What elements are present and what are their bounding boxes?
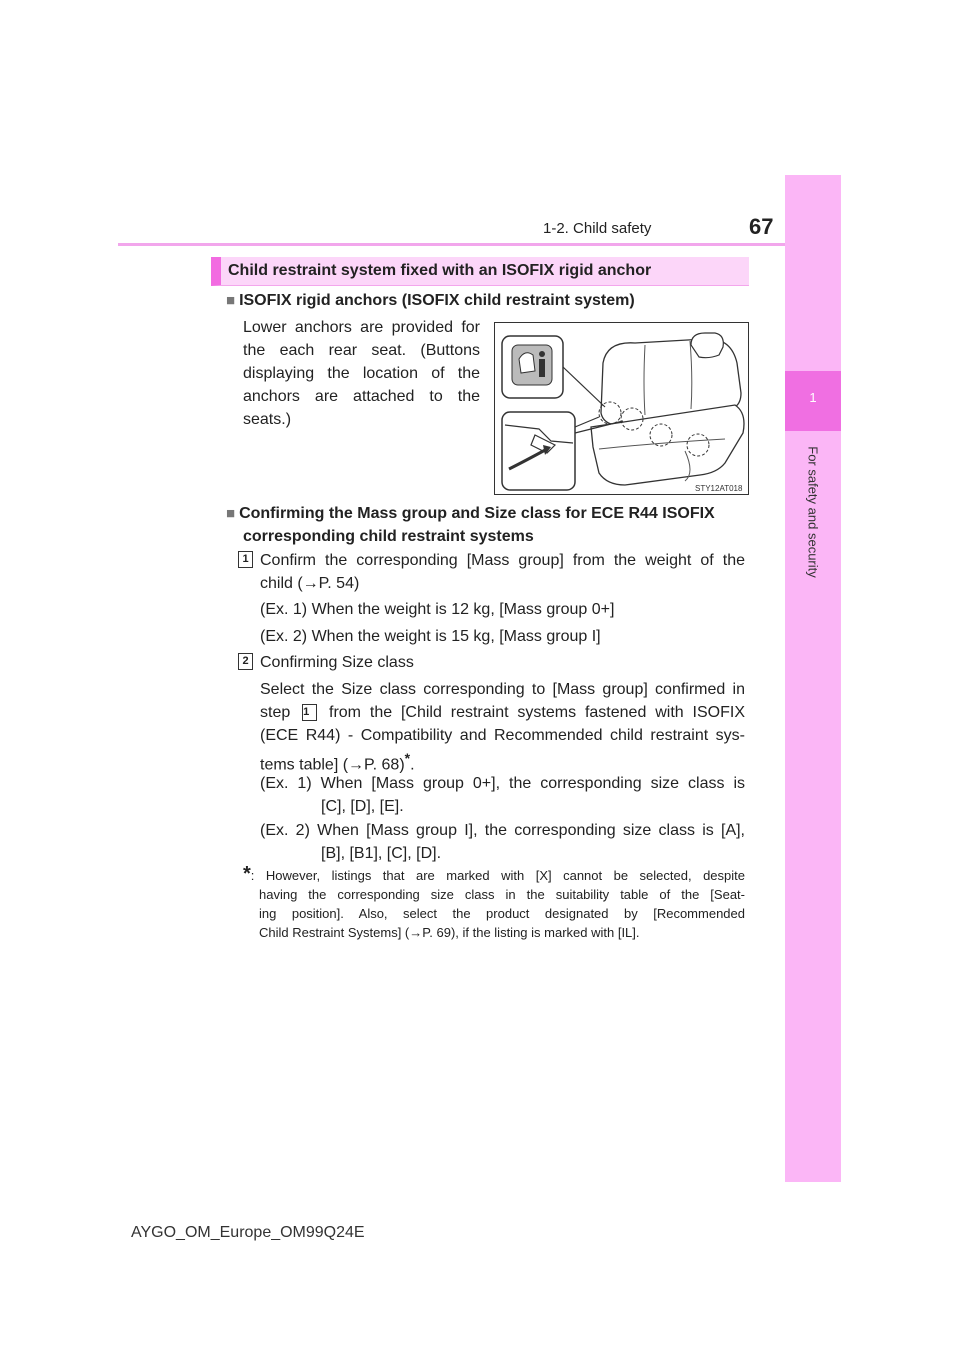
step-2-line-2-post: from the [Child restraint systems fastened with ISOFIX xyxy=(329,704,745,721)
step-2-example-2-line-2: [B], [B1], [C], [D]. xyxy=(321,845,442,862)
footnote-mark: * xyxy=(243,863,251,885)
square-bullet-icon: ■ xyxy=(226,505,236,522)
step-2-line-4-end: . xyxy=(410,756,415,774)
footnote-line-3: ing position]. Also, select the product designated by [Recommended xyxy=(259,906,745,921)
isofix-line-5: seats.) xyxy=(243,411,292,428)
step-1-badge: 1 xyxy=(238,551,253,568)
header-divider xyxy=(118,243,841,246)
footnote-line-1: : However, listings that are marked with [X] cannot be selected, despite xyxy=(250,868,745,883)
step-1-text xyxy=(260,549,745,595)
step-1-example-1: (Ex. 1) When the weight is 12 kg, [Mass group 0+] xyxy=(260,601,615,618)
step-2-line-1: Select the Size class corresponding to [Mass group] confirmed in xyxy=(260,681,745,698)
isofix-anchor-figure xyxy=(494,322,749,495)
confirm-heading-line-2: corresponding child restraint systems xyxy=(243,528,534,545)
step-2-example-2 xyxy=(260,819,745,865)
page-number: 67 xyxy=(749,214,774,239)
footnote-marker: * xyxy=(404,750,411,766)
step-1-reference-badge: 1 xyxy=(302,704,317,721)
step-2-line-2 xyxy=(260,701,745,724)
square-bullet-icon: ■ xyxy=(226,292,236,309)
isofix-line-1: Lower anchors are provided for xyxy=(243,319,480,336)
isofix-heading-text: ISOFIX rigid anchors (ISOFIX child restraint system) xyxy=(239,292,635,309)
step-2-line-2-pre: step xyxy=(260,704,291,721)
chapter-side-tab xyxy=(785,175,841,1182)
isofix-line-4: anchors are attached to the xyxy=(243,388,480,405)
chapter-number: 1 xyxy=(809,390,817,405)
step-2-example-2-line-1: (Ex. 2) When [Mass group I], the corresponding size class is [A], xyxy=(260,822,745,839)
step-1-line-1: Confirm the corresponding [Mass group] from the weight of the xyxy=(260,552,745,569)
step-2-line-3: (ECE R44) - Compatibility and Recommended child restraint sys- xyxy=(260,727,745,744)
isofix-line-3: displaying the location of the xyxy=(243,365,480,382)
document-id: AYGO_OM_Europe_OM99Q24E xyxy=(131,1224,365,1241)
footnote xyxy=(243,863,745,942)
confirm-heading-line-1: Confirming the Mass group and Size class for ECE R44 ISOFIX xyxy=(239,505,715,522)
step-2-badge: 2 xyxy=(238,653,253,670)
step-2-example-1 xyxy=(260,772,745,818)
isofix-heading xyxy=(226,292,635,310)
footnote-line-2: having the corresponding size class in the suitability table of the [Seat- xyxy=(259,887,745,902)
chapter-title: For safety and security xyxy=(805,446,821,578)
section-title: Child restraint system fixed with an ISOFIX rigid anchor xyxy=(228,262,652,279)
footnote-line-4: Child Restraint Systems] (→P. 69), if the listing is marked with [IL]. xyxy=(259,925,640,940)
step-1-example-2: (Ex. 2) When the weight is 15 kg, [Mass group I] xyxy=(260,628,601,645)
rear-seat-illustration xyxy=(495,323,748,494)
confirm-heading xyxy=(226,502,715,548)
isofix-description xyxy=(243,316,480,431)
isofix-line-2: the each rear seat. (Buttons xyxy=(243,342,480,359)
step-2-example-1-line-2: [C], [D], [E]. xyxy=(321,798,404,815)
section-label: 1-2. Child safety xyxy=(543,220,652,237)
step-2-line-4-text: tems table] (→P. 68) xyxy=(260,756,405,774)
step-2-example-1-line-1: (Ex. 1) When [Mass group 0+], the corresponding size class is xyxy=(260,775,745,792)
figure-code: STY12AT018 xyxy=(695,484,743,493)
step-1-line-2: child (→P. 54) xyxy=(260,575,360,592)
step-2-text xyxy=(260,678,745,776)
step-2-title: Confirming Size class xyxy=(260,654,414,671)
